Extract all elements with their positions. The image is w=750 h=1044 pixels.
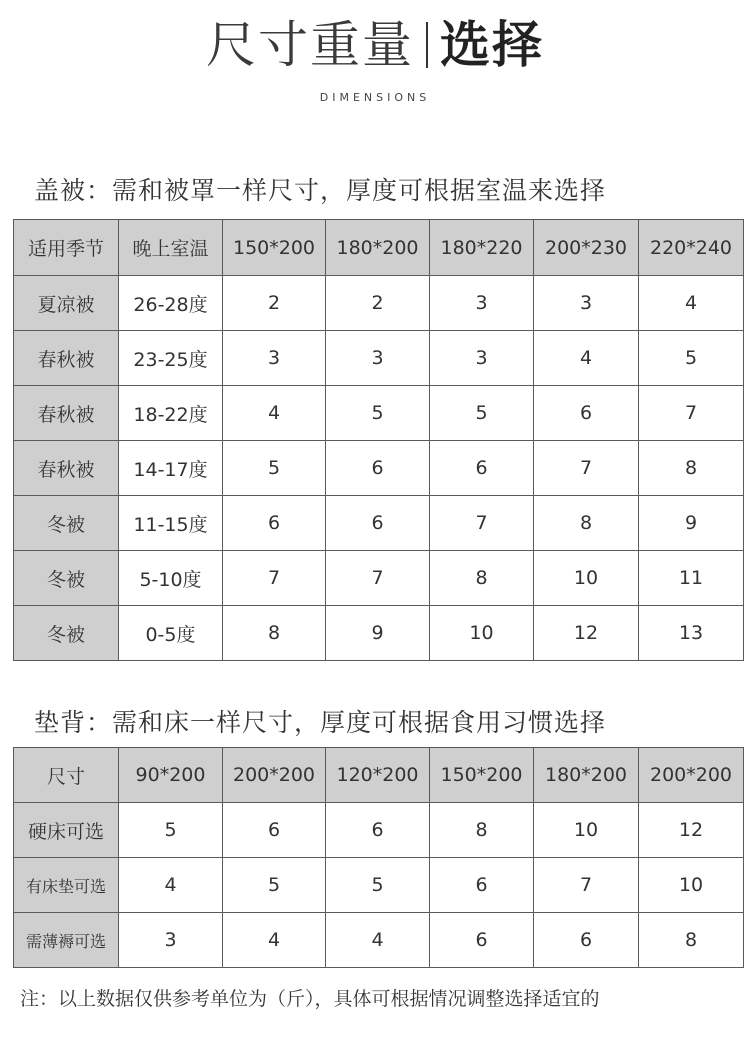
quilt-size-table — [13, 219, 744, 661]
weight-cell: 12 — [639, 803, 744, 858]
weight-cell: 6 — [326, 441, 430, 496]
weight-cell: 8 — [430, 803, 534, 858]
weight-cell: 6 — [430, 858, 534, 913]
column-header: 180*220 — [430, 220, 534, 276]
temperature-cell: 11-15度 — [119, 496, 223, 551]
column-header: 220*240 — [639, 220, 744, 276]
temperature-cell: 0-5度 — [119, 606, 223, 661]
season-cell: 春秋被 — [14, 386, 119, 441]
table-row — [14, 858, 744, 913]
weight-cell: 6 — [430, 913, 534, 968]
column-header: 适用季节 — [14, 220, 119, 276]
weight-cell: 4 — [223, 913, 326, 968]
pad-size-table — [13, 747, 744, 968]
season-cell: 冬被 — [14, 606, 119, 661]
weight-cell: 6 — [534, 386, 639, 441]
weight-cell: 7 — [326, 551, 430, 606]
table-row — [14, 913, 744, 968]
weight-cell: 8 — [639, 913, 744, 968]
weight-cell: 2 — [223, 276, 326, 331]
weight-cell: 3 — [430, 331, 534, 386]
weight-cell: 8 — [639, 441, 744, 496]
weight-cell: 8 — [430, 551, 534, 606]
season-cell: 冬被 — [14, 496, 119, 551]
weight-cell: 7 — [639, 386, 744, 441]
weight-cell: 7 — [534, 441, 639, 496]
table-header-row — [14, 748, 744, 803]
weight-cell: 3 — [119, 913, 223, 968]
weight-cell: 6 — [534, 913, 639, 968]
weight-cell: 3 — [223, 331, 326, 386]
weight-cell: 4 — [639, 276, 744, 331]
footnote: 注：以上数据仅供参考单位为（斤），具体可根据情况调整选择适宜的 — [20, 988, 600, 1010]
page-subtitle: DIMENSIONS — [319, 91, 431, 104]
weight-cell: 10 — [639, 858, 744, 913]
table-row — [14, 606, 744, 661]
column-header: 120*200 — [326, 748, 430, 803]
temperature-cell: 5-10度 — [119, 551, 223, 606]
column-header: 200*230 — [534, 220, 639, 276]
column-header: 尺寸 — [14, 748, 119, 803]
weight-cell: 12 — [534, 606, 639, 661]
weight-cell: 4 — [119, 858, 223, 913]
weight-cell: 9 — [326, 606, 430, 661]
weight-cell: 11 — [639, 551, 744, 606]
weight-cell: 10 — [534, 551, 639, 606]
weight-cell: 6 — [223, 496, 326, 551]
column-header: 180*200 — [326, 220, 430, 276]
table-row — [14, 496, 744, 551]
season-cell: 冬被 — [14, 551, 119, 606]
weight-cell: 4 — [534, 331, 639, 386]
weight-cell: 6 — [430, 441, 534, 496]
pad-section-heading: 垫背：需和床一样尺寸，厚度可根据食用习惯选择 — [34, 708, 607, 737]
season-cell: 春秋被 — [14, 441, 119, 496]
usage-cell: 硬床可选 — [14, 803, 119, 858]
weight-cell: 5 — [326, 386, 430, 441]
table-header-row — [14, 220, 744, 276]
table-row — [14, 551, 744, 606]
title-divider — [426, 22, 428, 68]
usage-cell: 有床垫可选 — [14, 858, 119, 913]
weight-cell: 10 — [430, 606, 534, 661]
table-row — [14, 276, 744, 331]
column-header: 200*200 — [223, 748, 326, 803]
column-header: 150*200 — [430, 748, 534, 803]
temperature-cell: 26-28度 — [119, 276, 223, 331]
temperature-cell: 23-25度 — [119, 331, 223, 386]
weight-cell: 5 — [223, 858, 326, 913]
column-header: 180*200 — [534, 748, 639, 803]
usage-cell: 需薄褥可选 — [14, 913, 119, 968]
table-row — [14, 331, 744, 386]
table-row — [14, 386, 744, 441]
weight-cell: 7 — [223, 551, 326, 606]
column-header: 150*200 — [223, 220, 326, 276]
weight-cell: 8 — [223, 606, 326, 661]
temperature-cell: 14-17度 — [119, 441, 223, 496]
weight-cell: 4 — [326, 913, 430, 968]
table-row — [14, 441, 744, 496]
quilt-section-heading: 盖被：需和被罩一样尺寸，厚度可根据室温来选择 — [34, 176, 607, 205]
weight-cell: 7 — [534, 858, 639, 913]
column-header: 90*200 — [119, 748, 223, 803]
page-title-bold: 选择 — [440, 16, 544, 74]
weight-cell: 5 — [639, 331, 744, 386]
temperature-cell: 18-22度 — [119, 386, 223, 441]
weight-cell: 10 — [534, 803, 639, 858]
weight-cell: 5 — [430, 386, 534, 441]
weight-cell: 7 — [430, 496, 534, 551]
weight-cell: 8 — [534, 496, 639, 551]
column-header: 200*200 — [639, 748, 744, 803]
weight-cell: 9 — [639, 496, 744, 551]
weight-cell: 2 — [326, 276, 430, 331]
weight-cell: 4 — [223, 386, 326, 441]
weight-cell: 5 — [326, 858, 430, 913]
weight-cell: 3 — [534, 276, 639, 331]
table-row — [14, 803, 744, 858]
page-title-light: 尺寸重量 — [206, 16, 414, 74]
weight-cell: 5 — [223, 441, 326, 496]
weight-cell: 5 — [119, 803, 223, 858]
page-title — [0, 12, 750, 78]
weight-cell: 13 — [639, 606, 744, 661]
season-cell: 夏凉被 — [14, 276, 119, 331]
season-cell: 春秋被 — [14, 331, 119, 386]
weight-cell: 6 — [326, 803, 430, 858]
weight-cell: 3 — [430, 276, 534, 331]
weight-cell: 6 — [223, 803, 326, 858]
weight-cell: 3 — [326, 331, 430, 386]
weight-cell: 6 — [326, 496, 430, 551]
column-header: 晚上室温 — [119, 220, 223, 276]
